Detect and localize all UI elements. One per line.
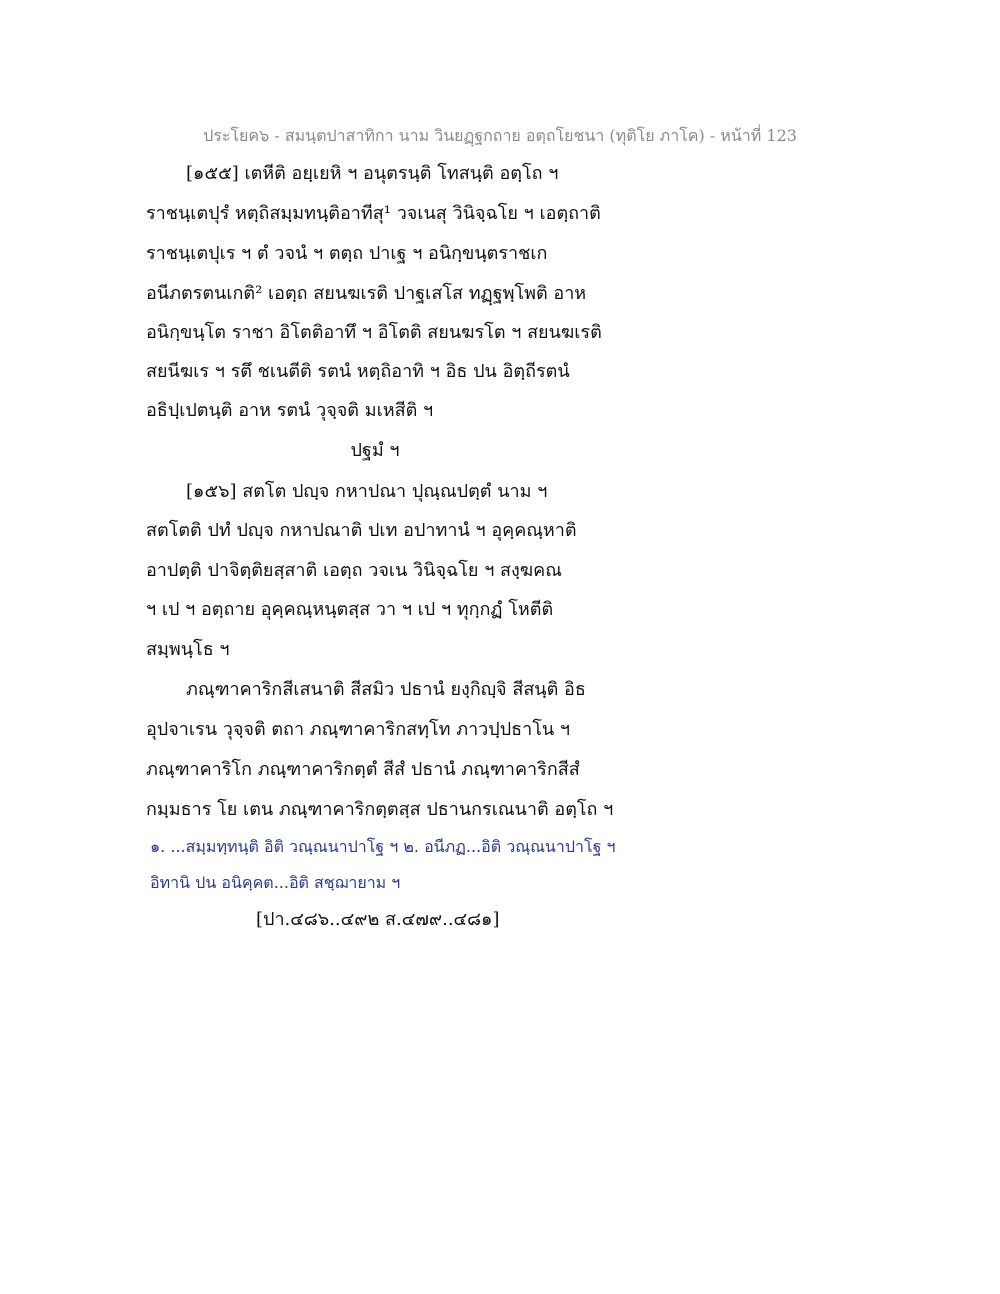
body-line: [๑๕๕] เตหีติ อยฺเยหิ ฯ อนุตรนฺติ โทสนฺติ อตฺโถ ฯ [186, 163, 559, 184]
body-line: สมฺพนฺโธ ฯ [146, 639, 230, 660]
footnote-line: ๑. ...สมฺมทฺทนฺติ อิติ วณฺณนาปาโฐ ฯ ๒. อนีภฏ...อิติ วณฺณนาปาโฐ ฯ [150, 837, 616, 856]
body-line: ภณฺฑาคาริกสีเสนาติ สีสมิว ปธานํ ยงฺกิญฺจิ สีสนฺติ อิธ [186, 679, 586, 700]
body-line: อุปจาเรน วุจฺจติ ตถา ภณฺฑาคาริกสทฺโท ภาวปฺปธาโน ฯ [146, 719, 571, 740]
running-header: ประโยค๖ - สมนฺตปาสาทิกา นาม วินยฏฺฐกถาย อตฺถโยชนา (ทุติโย ภาโค) - หน้าที่ 123 [203, 126, 797, 145]
section-end-label: ปฐมํ ฯ [350, 440, 400, 461]
page-reference: [ปา.๔๘๖..๔๙๒ ส.๔๗๙..๔๘๑] [256, 909, 500, 930]
body-line: สตโตติ ปทํ ปญฺจ กหาปณาติ ปเท อปาทานํ ฯ อุคฺคณฺหาติ [146, 520, 577, 541]
body-line: ฯ เป ฯ อตฺถาย อุคฺคณฺหนฺตสฺส วา ฯ เป ฯ ทุกฺกฏํ โหตีติ [146, 599, 554, 620]
body-line: อธิปฺเปตนฺติ อาห รตนํ วุจฺจติ มเหสีติ ฯ [146, 400, 434, 421]
body-line: [๑๕๖] สตโต ปญฺจ กหาปณา ปุณฺณปตฺตํ นาม ฯ [186, 481, 548, 502]
footnote-line: อิทานิ ปน อนิคฺคต...อิติ สชฺฌายาม ฯ [150, 873, 401, 892]
body-line: อาปตฺติ ปาจิตฺติยสฺสาติ เอตฺถ วจเน วินิจฺฉโย ฯ สงฺฆคณ [146, 560, 562, 581]
body-line: อนีภตรตนเกติ² เอตฺถ สยนฆเรติ ปาฐเสโส ทฏฺฐพฺโพติ อาห [146, 283, 587, 304]
body-line: ราชนฺเตปุรํ หตฺถิสมฺมทนฺติอาทีสุ¹ วจเนสุ วินิจฺฉโย ฯ เอตฺถาติ [146, 203, 601, 224]
body-line: ราชนฺเตปุเร ฯ ตํ วจนํ ฯ ตตฺถ ปาเฐ ฯ อนิกฺขนฺตราชเก [146, 243, 548, 264]
body-line: สยนีฆเร ฯ รตึ ชเนตีติ รตนํ หตฺถิอาทิ ฯ อิธ ปน อิตฺถีรตนํ [146, 361, 570, 382]
body-line: ภณฺฑาคาริโก ภณฺฑาคาริกตฺตํ สีสํ ปธานํ ภณฺฑาคาริกสีสํ [146, 759, 580, 780]
body-line: กมฺมธาร โย เตน ภณฺฑาคาริกตฺตสฺส ปธานกรเณนาติ อตฺโถ ฯ [146, 799, 614, 820]
body-line: อนิกฺขนฺโต ราชา อิโตติอาทึ ฯ อิโตติ สยนฆรโต ฯ สยนฆเรติ [146, 322, 602, 343]
